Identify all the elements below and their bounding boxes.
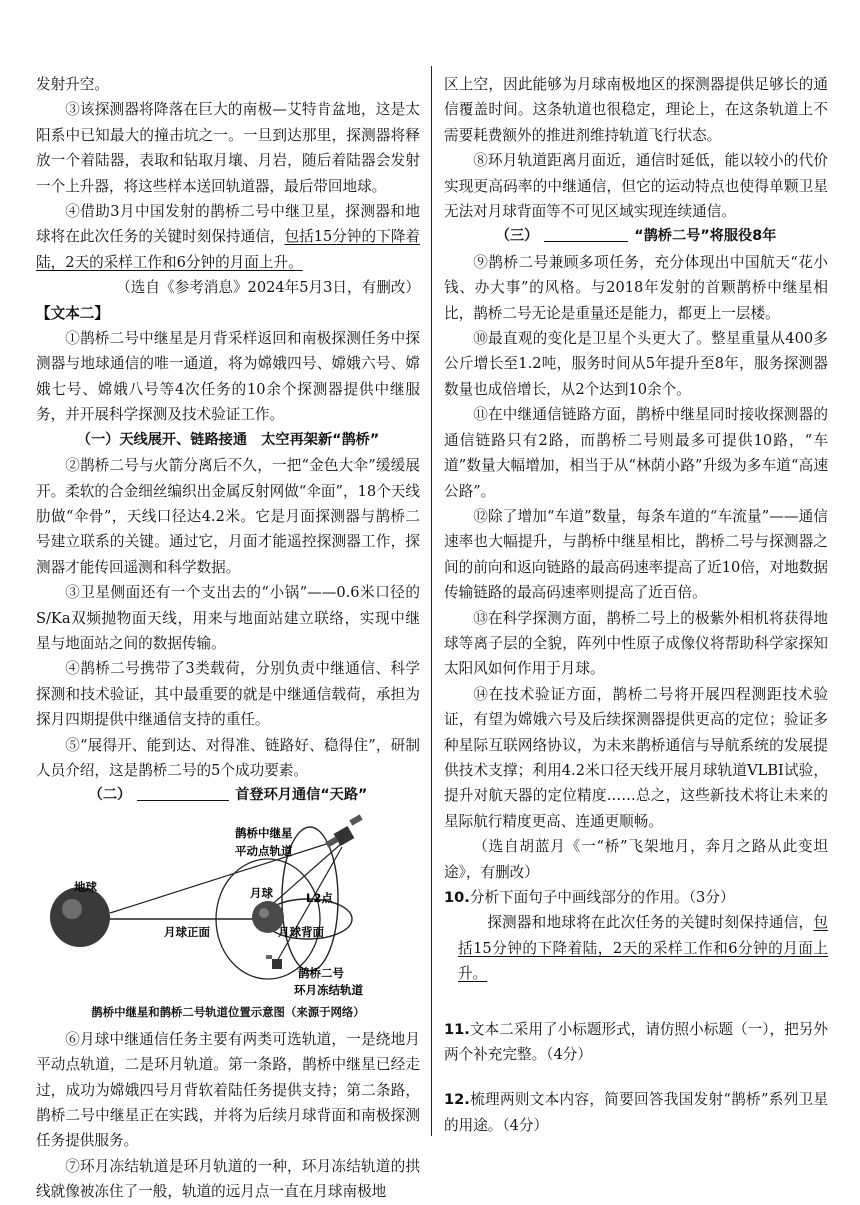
question-number: 12. — [444, 1091, 470, 1109]
question-quote — [444, 910, 828, 986]
paragraph: ②鹊桥二号与火箭分离后不久，一把“金色大伞”缓缓展开。柔软的合金细丝编织出金属反射网做“伞面”，18个天线肋做“伞骨”，天线口径达4.2米。它是月面探测器与鹊桥二号建立联系的关键。通过它，月面才能遥控探测器工作，探测器才能传回遥测和科学数据。 — [36, 457, 420, 576]
question-10 — [444, 885, 828, 910]
paragraph: ⑦环月冻结轨道是环月轨道的一种，环月冻结轨道的拱线就像被冻住了一般，轨道的远月点一直在月球南极地 — [36, 1157, 420, 1201]
moon-back-label: 月球背面 — [278, 924, 324, 939]
relay-orbit-label: 平动点轨道 — [235, 843, 293, 858]
relay-satellite-icon — [325, 814, 362, 847]
paragraph — [36, 199, 420, 275]
answer-space[interactable] — [444, 987, 828, 1017]
moon-front-label: 月球正面 — [164, 924, 210, 939]
subheading-suffix: “鹊桥二号”将服役8年 — [634, 228, 777, 245]
paragraph: ⑥月球中继通信任务主要有两类可选轨道，一是绕地月平动点轨道，二是环月轨道。第一条路，鹊桥中继星已经走过，成功为嫦娥四号月背软着陆任务提供支持；第二条路，鹊桥二号中继星正在实践，并将为后续月球背面和南极探测任务提供服务。 — [36, 1030, 420, 1150]
right-column — [444, 72, 828, 1138]
column-divider — [431, 66, 432, 1136]
answer-blank[interactable] — [544, 227, 628, 242]
paragraph: ⑩最直观的变化是卫星个头更大了。整星重量从400多公斤增长至1.2吨，服务时间从5年提升至8年，服务探测器数量也成倍增长，从2个达到10余个。 — [444, 330, 828, 398]
question-12 — [444, 1087, 828, 1138]
paragraph: ⑫除了增加“车道”数量，每条车道的“车流量”——通信速率也大幅提升，与鹊桥中继星相比，鹊桥二号与探测器之间的前向和返向链路的最高码速率提高了近10倍，对地数据传输链路的最高码速率则提高了近百倍。 — [444, 507, 828, 602]
paragraph: ③该探测器将降落在巨大的南极—艾特肯盆地，这是太阳系中已知最大的撞击坑之一。一旦到达那里，探测器将释放一个着陆器，表取和钻取月壤、月岩，随后着陆器会发射一个上升器，将这些样本送回轨道器，最后带回地球。 — [36, 101, 420, 195]
earth-shade — [62, 899, 82, 919]
subheading-two — [36, 783, 420, 808]
orbit-diagram-svg — [36, 813, 420, 999]
paragraph: ⑬在科学探测方面，鹊桥二号上的极紫外相机将获得地球等离子层的全貌，阵列中性原子成像仪将帮助科学家探知太阳风如何作用于月球。 — [444, 609, 828, 678]
earth-icon — [50, 887, 110, 947]
paragraph: 区上空，因此能够为月球南极地区的探测器提供足够长的通信覆盖时间。这条轨道也很稳定，理论上，在这条轨道上不需要耗费额外的推进剂维持轨道飞行状态。 — [444, 76, 828, 144]
subheading-one: （一）天线展开、链路接通 太空再架新“鹊桥” — [76, 431, 380, 448]
subheading-prefix: （二） — [88, 787, 132, 804]
left-column — [36, 72, 420, 1205]
relay-label: 鹊桥中继星 — [235, 825, 293, 840]
question-text: 文本二采用了小标题形式，请仿照小标题（一），把另外两个补充完整。（4分） — [444, 1020, 828, 1064]
queqiao2-label: 鹊桥二号 — [298, 965, 344, 980]
paragraph: ⑧环月轨道距离月面近，通信时延低，能以较小的代价实现更高码率的中继通信，但它的运动特点也使得单颗卫星无法对月球背面等不可见区域实现连续通信。 — [444, 152, 828, 221]
question-11 — [444, 1017, 828, 1068]
quote-underlined: 包括15分钟的下降着陆，2天的采样工作和6分钟的月面上升。 — [458, 914, 828, 983]
paragraph: ⑭在技术验证方面，鹊桥二号将开展四程测距技术验证，有望为嫦娥六号及后续探测器提供更高的定位；验证多种星际互联网络协议，为未来鹊桥通信与导航系统的发展提供技术支撑；利用4.2米口径天线开展月球轨道VLBI试验，提升对航天器的定位精度……总之，这些新技术将让未来的星际航行精度更高、连通更顺畅。 — [444, 685, 828, 830]
paragraph: 发射升空。 — [36, 76, 109, 93]
answer-space[interactable] — [444, 1067, 828, 1087]
question-number: 11. — [444, 1020, 470, 1038]
paragraph-text: ④借助3月中国发射的鹊桥二号中继卫星，探测器和地球将在此次任务的关键时刻保持通信， — [36, 203, 420, 246]
source-note: （选自《参考消息》2024年5月3日，有删改） — [116, 279, 420, 297]
subheading-suffix: 首登环月通信“天路” — [235, 787, 368, 804]
paragraph: ④鹊桥二号携带了3类载荷，分别负责中继通信、科学探测和技术验证，其中最重要的就是中继通信载荷，承担为探月四期提供中继通信支持的重任。 — [36, 660, 420, 729]
moon-crater — [259, 908, 269, 918]
text-two-label: 【文本二】 — [36, 304, 109, 322]
paragraph: ⑪在中继通信链路方面，鹊桥中继星同时接收探测器的通信链路只有2路，而鹊桥二号则最多可提供10路，“车道”数量大幅增加，相当于从“林荫小路”升级为多车道“高速公路”。 — [444, 406, 828, 500]
orbit-diagram — [36, 813, 420, 999]
paragraph: ③卫星侧面还有一个支出去的“小锅”——0.6米口径的S/Ka双频抛物面天线，用来与地面站建立联络，实现中继星与地面站之间的数据传输。 — [36, 584, 420, 652]
moon-label: 月球 — [250, 885, 273, 900]
diagram-caption: 鹊桥中继星和鹊桥二号轨道位置示意图（来源于网络） — [91, 1004, 365, 1019]
question-number: 10. — [444, 889, 470, 906]
quote-text: 探测器和地球将在此次任务的关键时刻保持通信， — [487, 914, 814, 932]
subheading-prefix: （三） — [495, 228, 539, 245]
question-text: 梳理两则文本内容，简要回答我国发射“鹊桥”系列卫星的用途。（4分） — [444, 1091, 828, 1134]
frozen-orbit-label: 环月冻结轨道 — [294, 982, 363, 997]
answer-blank[interactable] — [137, 786, 229, 801]
paragraph: ⑨鹊桥二号兼顾多项任务，充分体现出中国航天“花小钱、办大事”的风格。与2018年发射的首颗鹊桥中继星相比，鹊桥二号无论是重量还是能力，都更上一层楼。 — [444, 253, 828, 322]
question-text: 分析下面句子中画线部分的作用。（3分） — [469, 889, 735, 906]
source-note: （选自胡蓝月《一“桥”飞架地月，奔月之路从此变坦途》，有删改） — [444, 838, 828, 881]
paragraph: ⑤“展得开、能到达、对得准、链路好、稳得住”，研制人员介绍，这是鹊桥二号的5个成功要素。 — [36, 736, 420, 779]
earth-label: 地球 — [74, 879, 97, 894]
paragraph: ①鹊桥二号中继星是月背采样返回和南极探测任务中探测器与地球通信的唯一通道，将为嫦娥四号、嫦娥六号、嫦娥七号、嫦娥八号等4次任务的10余个探测器提供中继服务，并开展科学探测及技术验证工作。 — [36, 330, 420, 424]
underlined-sentence: 包括15分钟的下降着陆，2天的采样工作和6分钟的月面上升。 — [36, 228, 420, 271]
l2-label: L2点 — [306, 890, 333, 905]
subheading-three — [444, 224, 828, 249]
